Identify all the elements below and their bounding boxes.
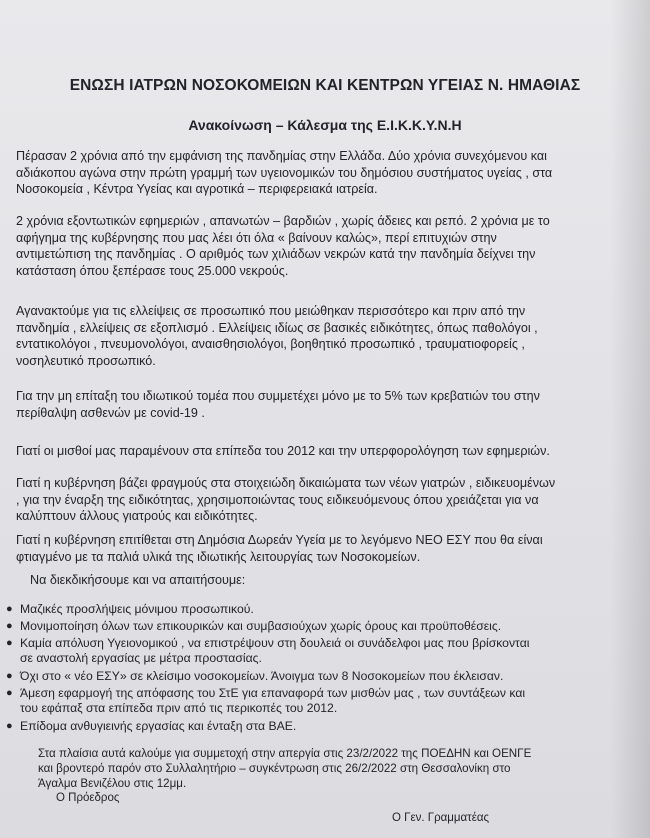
closing-paragraph: [38, 746, 628, 791]
text-line: εντατικολόγοι , πνευμονολόγοι, αναισθησιολόγοι, βοηθητικό προσωπικό , τραυματιοφορείς ,: [16, 337, 525, 351]
paragraph: [16, 443, 634, 460]
text-line: του εφάπαξ στα επίπεδα πριν από τις περικοπές του 2012.: [20, 701, 338, 715]
bullet-icon: ●: [6, 687, 13, 699]
text-line: σε αναστολή εργασίας με μέτρα προστασίας.: [20, 651, 262, 665]
text-line: Αγανακτούμε για τις ελλείψεις σε προσωπικό που μειώθηκαν περισσότερο και πριν από την: [16, 304, 526, 318]
paragraph: [16, 148, 634, 198]
paragraph: [16, 475, 634, 525]
list-item: [6, 602, 625, 617]
text-line: και βροντερό παρόν στο Συλλαλητήριο – συγκέντρωση στις 26/2/2022 στη Θεσσαλονίκη στο: [38, 762, 511, 775]
text-line: νοσηλευτικό προσωπικό.: [16, 353, 156, 368]
list-item: [6, 619, 625, 634]
text-line: Μαζικές προσλήψεις μόνιμου προσωπικού.: [20, 602, 254, 616]
text-line: Νοσοκομεία , Κέντρα Υγείας και αγροτικά – περιφερειακά ιατρεία.: [16, 182, 378, 196]
paragraph: [16, 388, 634, 421]
text-line: 2 χρόνια εξοντωτικών εφημεριών , απανωτών – βαρδιών , χωρίς άδειες και ρεπό. 2 χρόνια με το: [16, 214, 550, 228]
bullet-icon: ●: [6, 720, 13, 732]
text-line: , για την έναρξη της ειδικότητας, χρησιμοποιώντας τους ειδικευόμενους όπου χρειάζεται για να: [16, 492, 539, 507]
paragraph: [16, 213, 634, 279]
bullet-icon: ●: [6, 603, 13, 615]
text-line: αντιμετώπιση της πανδημίας . Ο αριθμός των χιλιάδων νεκρών κατά την πανδημία δείχνει την: [16, 247, 536, 261]
text-line: Γιατί οι μισθοί μας παραμένουν στα επίπεδα του 2012 και την υπερφορολόγηση των εφημεριών.: [16, 444, 550, 458]
list-item: [6, 686, 625, 716]
bullet-icon: ●: [6, 670, 13, 682]
text-line: Επίδομα ανθυγιεινής εργασίας και ένταξη στα ΒΑΕ.: [20, 719, 297, 733]
text-line: Πέρασαν 2 χρόνια από την εμφάνιση της πανδημίας στην Ελλάδα. Δύο χρόνια συνεχόμενου και: [16, 149, 547, 163]
secretary-signature: Ο Γεν. Γραμματέας: [392, 812, 490, 824]
document-title: ΕΝΩΣΗ ΙΑΤΡΩΝ ΝΟΣΟΚΟΜΕΙΩΝ ΚΑΙ ΚΕΝΤΡΩΝ ΥΓΕΙΑΣ Ν. ΗΜΑΘΙΑΣ: [69, 77, 581, 94]
text-line: αφήγημα της κυβέρνησης που μας λέει ότι όλα « βαίνουν καλώς», περί επιτυχιών στην: [16, 230, 497, 245]
bullet-icon: ●: [6, 620, 13, 632]
president-signature: Ο Πρόεδρος: [56, 792, 120, 804]
paragraph: [16, 532, 634, 565]
text-line: Καμία απόλυση Υγειονομικού , να επιστρέψουν στη δουλειά οι συνάδελφοι μας που βρίσκονται: [20, 636, 530, 650]
text-line: Γιατί η κυβέρνηση βάζει φραγμούς στα στοιχειώδη δικαιώματα των νέων γιατρών , ειδικευομένων: [16, 476, 556, 490]
text-line: Μονιμοποίηση όλων των επικουρικών και συμβασιούχων χωρίς όρους και προϋποθέσεις.: [20, 619, 502, 633]
text-line: Να διεκδικήσουμε και να απαιτήσουμε:: [30, 573, 246, 587]
list-item: [6, 636, 625, 666]
list-item: [6, 719, 625, 734]
list-item: [6, 669, 625, 684]
paragraph: [30, 572, 648, 589]
text-line: αδιάκοπου αγώνα στην πρώτη γραμμή των υγειονομικών του δημόσιου συστήματος υγείας , στα: [16, 165, 553, 180]
text-line: πανδημία , ελλείψεις σε εξοπλισμό . Ελλείψεις ιδίως σε βασικές ειδικότητες, όπως παθολόγοι ,: [16, 320, 538, 335]
text-line: καλύπτουν άλλους γιατρούς και ειδικότητες.: [16, 509, 258, 523]
bullet-icon: ●: [6, 637, 13, 649]
text-line: κατάσταση όπου ξεπέρασε τους 25.000 νεκρούς.: [16, 263, 289, 278]
text-line: Γιατί η κυβέρνηση επιτίθεται στη Δημόσια Δωρεάν Υγεία με το λεγόμενο ΝΕΟ ΕΣΥ που θα είναι: [16, 533, 543, 547]
text-line: φτιαγμένο με τα παλιά υλικά της ιδιωτικής λειτουργίας των Νοσοκομείων.: [16, 549, 421, 564]
text-line: Άμεση εφαρμογή της απόφασης του ΣτΕ για επαναφορά των μισθών μας , των συντάξεων και: [20, 686, 526, 700]
text-line: Για την μη επίταξη του ιδιωτικού τομέα που συμμετέχει μόνο με το 5% των κρεβατιών του στην: [16, 389, 540, 403]
text-line: Στα πλαίσια αυτά καλούμε για συμμετοχή στην απεργία στις 23/2/2022 της ΠΟΕΔΗΝ και ΟΕΝΓΕ: [38, 747, 532, 760]
paragraph: [16, 303, 634, 369]
text-line: Όχι στο « νέο ΕΣΥ» σε κλείσιμο νοσοκομείων. Άνοιγμα των 8 Νοσοκομείων που έκλεισαν.: [20, 669, 504, 683]
text-line: Άγαλμα Βενιζέλου στις 12μμ.: [38, 777, 187, 790]
document-subtitle: Ανακοίνωση – Κάλεσμα της Ε.Ι.Κ.Κ.Υ.Ν.Η: [188, 117, 462, 133]
text-line: περίθαλψη ασθενών με covid-19 .: [16, 405, 205, 420]
